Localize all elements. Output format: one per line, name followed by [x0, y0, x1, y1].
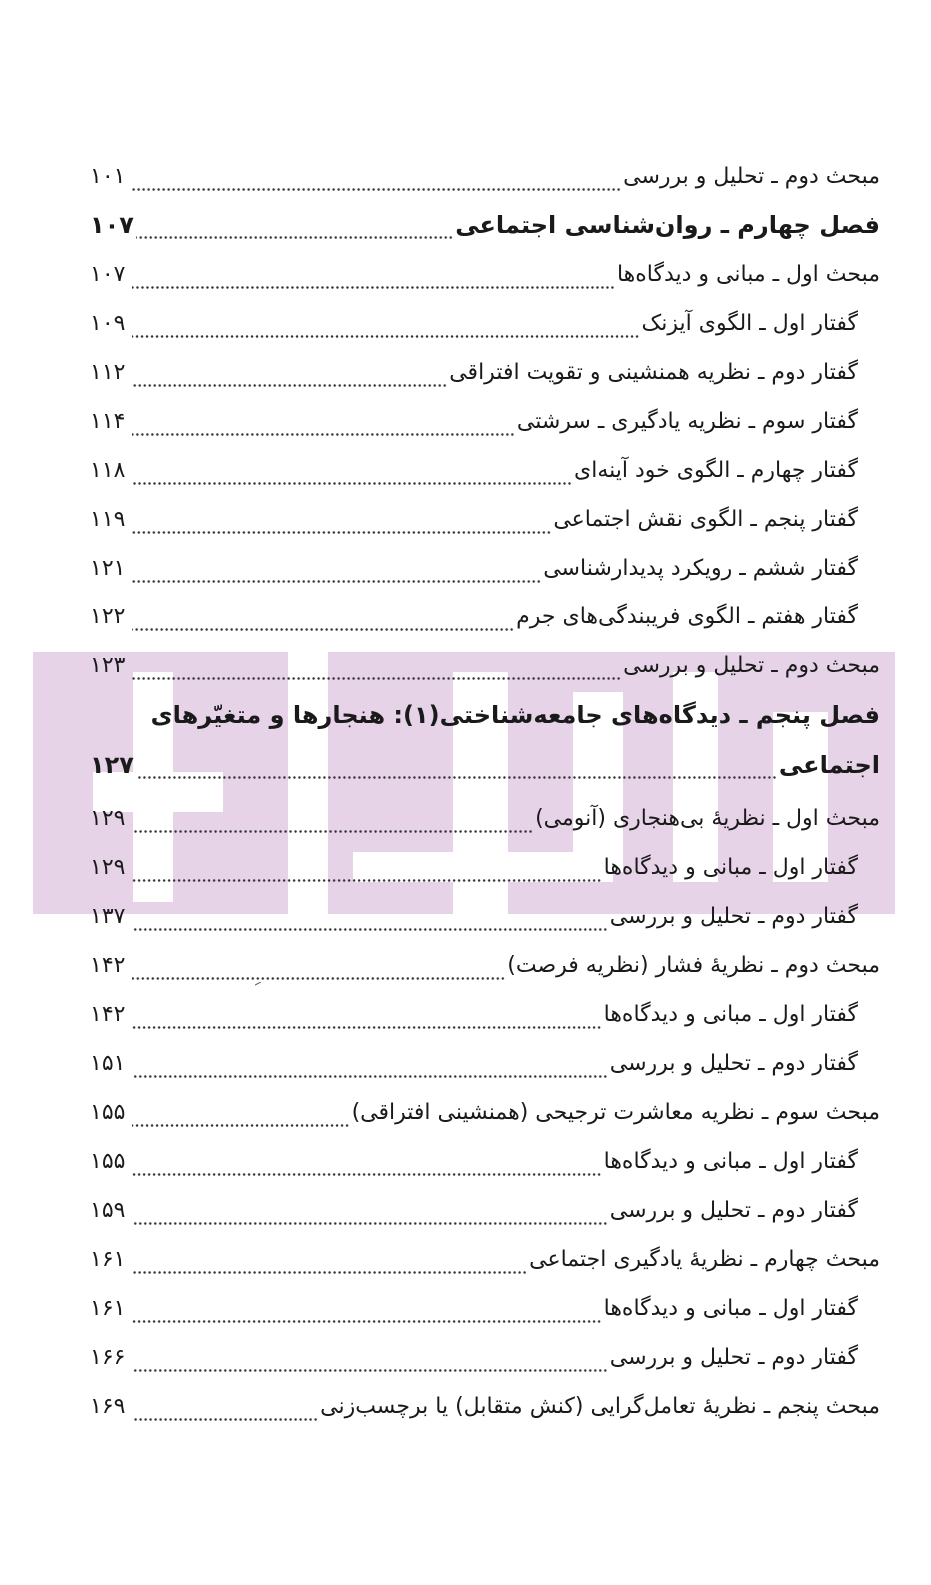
leader-dots — [132, 1400, 318, 1422]
leader-dots — [132, 366, 447, 388]
toc-entry-page: ۱۶۹ — [90, 1394, 126, 1419]
leader-dots — [132, 513, 551, 535]
toc-entry-page: ۱۲۷ — [90, 751, 134, 779]
ink-speck — [255, 982, 261, 986]
toc-entry-page: ۱۲۹ — [90, 855, 126, 880]
leader-dots — [132, 1351, 608, 1373]
toc-entry-title: گفتار اول ـ الگوی آیزنک — [641, 311, 858, 336]
leader-dots — [132, 1106, 350, 1128]
toc-entry — [90, 550, 858, 584]
toc-entry-title: گفتار دوم ـ تحلیل و بررسی — [609, 904, 858, 929]
toc-entry-title: مبحث اول ـ مبانی و دیدگاه‌ها — [616, 262, 880, 287]
toc-entry-title: گفتار دوم ـ تحلیل و بررسی — [609, 1345, 858, 1370]
toc-entry — [90, 1045, 858, 1079]
toc-chapter — [90, 746, 880, 780]
leader-dots — [132, 268, 615, 290]
toc-entry — [90, 1339, 858, 1373]
leader-dots — [132, 317, 640, 339]
toc-entry-page: ۱۳۷ — [90, 904, 126, 929]
toc-entry-title: اجتماعی — [778, 751, 880, 779]
toc-chapter-title-line1: فصل پنجم ـ دیدگاه‌های جامعه‌شناختی(۱): هنجارها و متغیّرهای — [150, 701, 880, 729]
toc-entry — [90, 1094, 880, 1128]
toc-entry-title: گفتار اول ـ مبانی و دیدگاه‌ها — [603, 1149, 858, 1174]
toc-entry — [90, 849, 858, 883]
leader-dots — [132, 170, 621, 192]
toc-entry — [90, 452, 858, 486]
toc-entry — [90, 947, 880, 981]
leader-dots — [132, 1204, 608, 1226]
toc-entry-page: ۱۵۵ — [90, 1149, 126, 1174]
toc-entry-page: ۱۱۲ — [90, 360, 126, 385]
toc-entry — [90, 1388, 880, 1422]
leader-dots — [132, 861, 602, 883]
toc-entry-page: ۱۶۱ — [90, 1296, 126, 1321]
leader-dots — [132, 959, 505, 981]
toc-entry-title: مبحث پنجم ـ نظریهٔ تعامل‌گرایی (کنش متقابل) یا برچسب‌زنی — [320, 1394, 880, 1419]
toc-entry-title: مبحث دوم ـ نظریهٔ فشار (نظریه فرصت) — [507, 953, 880, 978]
toc-entry-title: گفتار پنجم ـ الگوی نقش اجتماعی — [553, 507, 858, 532]
leader-dots — [132, 910, 608, 932]
toc-entry — [90, 305, 858, 339]
toc-entry-title: گفتار سوم ـ نظریه یادگیری ـ سرشتی — [516, 409, 858, 434]
toc-entry — [90, 158, 880, 192]
leader-dots — [132, 464, 572, 486]
toc-entry-page: ۱۱۹ — [90, 507, 126, 532]
toc-entry-page: ۱۶۱ — [90, 1247, 126, 1272]
toc-entry-page: ۱۴۲ — [90, 1002, 126, 1027]
leader-dots — [132, 659, 621, 681]
toc-entry-title: فصل چهارم ـ روان‌شناسی اجتماعی — [455, 211, 880, 239]
toc-entry — [90, 501, 858, 535]
toc-entry — [90, 598, 858, 632]
leader-dots — [132, 1008, 602, 1030]
leader-dots — [132, 1253, 527, 1275]
toc-entry-page: ۱۲۳ — [90, 653, 126, 678]
leader-dots — [132, 415, 515, 437]
toc-entry-title: گفتار اول ـ مبانی و دیدگاه‌ها — [603, 1296, 858, 1321]
toc-entry — [90, 1241, 880, 1275]
toc-entry — [90, 647, 880, 681]
toc-entry-title: گفتار ششم ـ رویکرد پدیدارشناسی — [543, 556, 858, 581]
leader-dots — [132, 812, 533, 834]
toc-entry-page: ۱۵۹ — [90, 1198, 126, 1223]
toc-entry-title: مبحث دوم ـ تحلیل و بررسی — [623, 653, 880, 678]
leader-dots — [136, 218, 453, 240]
toc-entry — [90, 800, 880, 834]
toc-entry — [90, 1290, 858, 1324]
toc-entry — [90, 354, 858, 388]
leader-dots — [132, 1155, 602, 1177]
toc-entry-page: ۱۰۷ — [90, 262, 126, 287]
toc-entry-page: ۱۰۷ — [90, 211, 134, 239]
toc-entry-title: مبحث چهارم ـ نظریهٔ یادگیری اجتماعی — [529, 1247, 880, 1272]
toc-entry — [90, 403, 858, 437]
toc-entry — [90, 996, 858, 1030]
toc-entry-page: ۱۱۸ — [90, 458, 126, 483]
toc-entry-title: مبحث دوم ـ تحلیل و بررسی — [623, 164, 880, 189]
toc-entry-page: ۱۲۲ — [90, 604, 126, 629]
toc-entry-page: ۱۲۱ — [90, 556, 126, 581]
toc-entry — [90, 1192, 858, 1226]
toc-entry-page: ۱۶۶ — [90, 1345, 126, 1370]
toc-entry-page: ۱۰۱ — [90, 164, 126, 189]
toc-entry-page: ۱۵۵ — [90, 1100, 126, 1125]
leader-dots — [132, 1057, 608, 1079]
toc-entry-title: گفتار دوم ـ تحلیل و بررسی — [609, 1051, 858, 1076]
toc-entry-page: ۱۲۹ — [90, 806, 126, 831]
toc-entry-page: ۱۱۴ — [90, 409, 126, 434]
toc-entry — [90, 1143, 858, 1177]
toc-entry — [90, 256, 880, 290]
leader-dots — [132, 1302, 602, 1324]
toc-entry-title: گفتار دوم ـ نظریه همنشینی و تقویت افتراقی — [449, 360, 858, 385]
toc-entry-page: ۱۴۲ — [90, 953, 126, 978]
toc-entry — [90, 898, 858, 932]
leader-dots — [136, 758, 777, 780]
toc-entry-title: گفتار اول ـ مبانی و دیدگاه‌ها — [603, 855, 858, 880]
toc-entry-title: گفتار هفتم ـ الگوی فریبندگی‌های جرم — [516, 604, 858, 629]
toc-chapter — [90, 206, 880, 240]
toc-entry-title: گفتار دوم ـ تحلیل و بررسی — [609, 1198, 858, 1223]
toc-entry-page: ۱۰۹ — [90, 311, 126, 336]
toc-entry-title: مبحث اول ـ نظریهٔ بی‌هنجاری (آنومی) — [535, 806, 880, 831]
toc-entry-title: گفتار چهارم ـ الگوی خود آینه‌ای — [574, 458, 858, 483]
toc-entry-title: گفتار اول ـ مبانی و دیدگاه‌ها — [603, 1002, 858, 1027]
leader-dots — [132, 610, 514, 632]
toc-entry-page: ۱۵۱ — [90, 1051, 126, 1076]
toc-entry-title: مبحث سوم ـ نظریه معاشرت ترجیحی (همنشینی افتراقی) — [351, 1100, 880, 1125]
leader-dots — [132, 562, 541, 584]
